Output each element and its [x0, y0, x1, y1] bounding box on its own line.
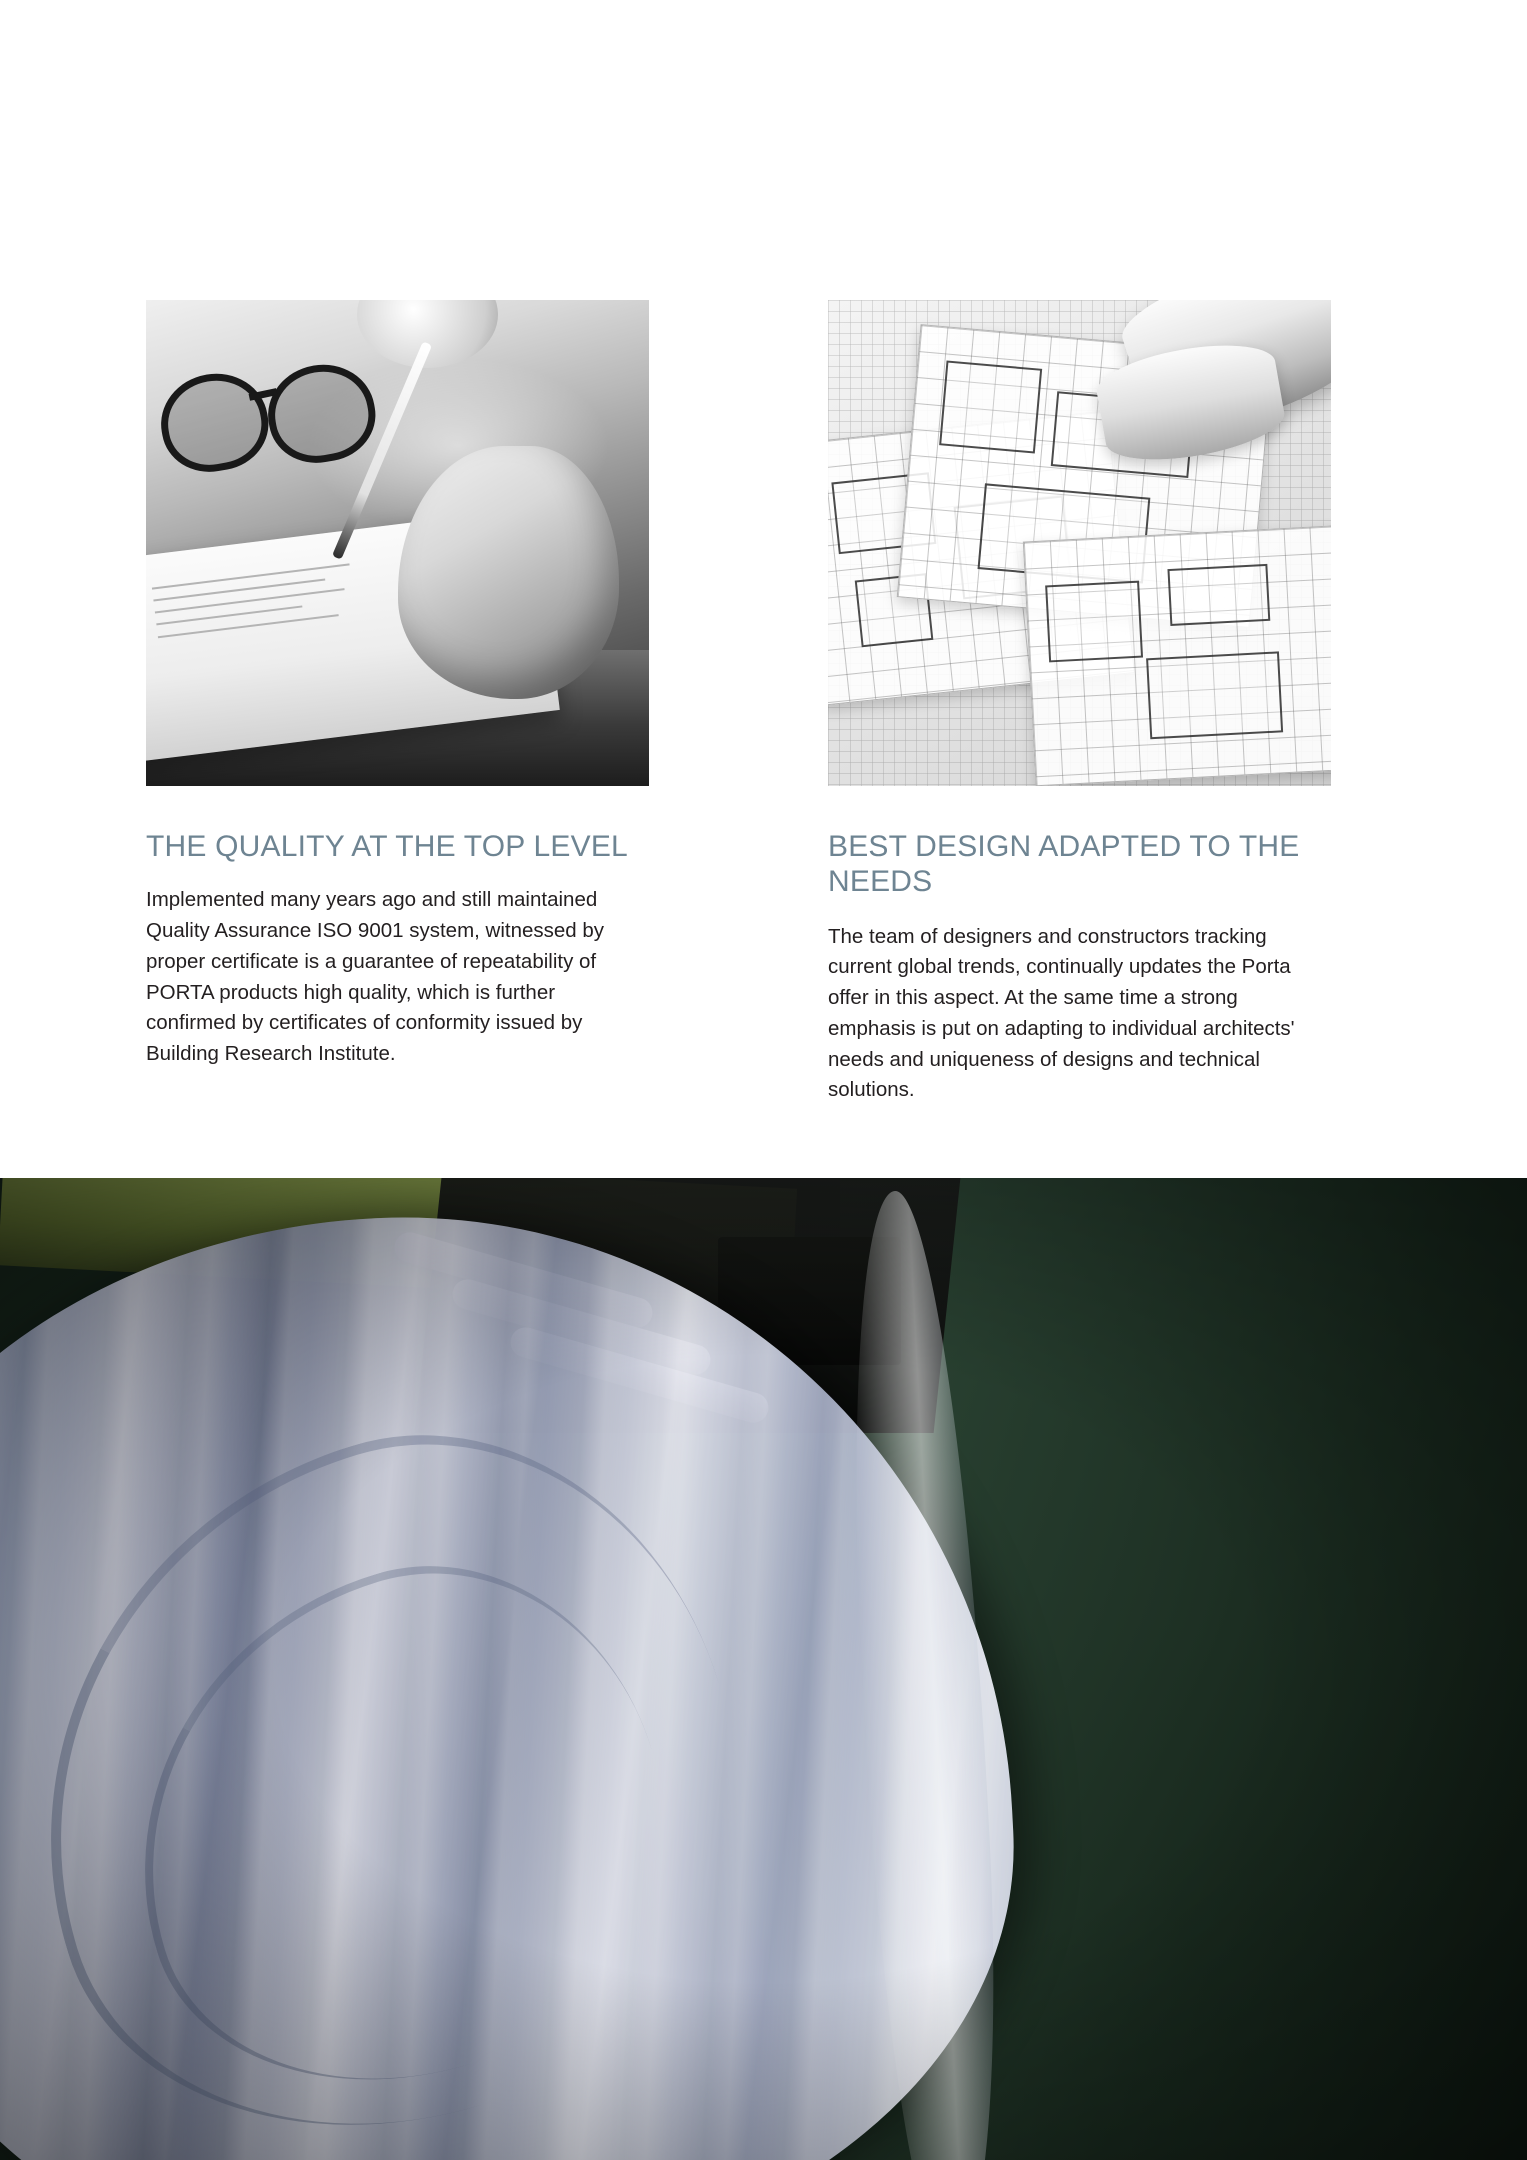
photo-architectural-blueprints [828, 300, 1331, 786]
coffee-cup-shape [357, 300, 498, 368]
section-heading-design: BEST DESIGN ADAPTED TO THE NEEDS [828, 830, 1300, 898]
section-body-quality: Implemented many years ago and still maintained Quality Assurance ISO 9001 system, witnessed by proper certificate is a guarantee of repeatability of PORTA products high quality, which is further confirmed by certificates of conformity issued by Building Research Institute. [146, 888, 605, 1066]
eyeglasses-right-lens [260, 357, 382, 471]
floorplan-block [1167, 564, 1270, 627]
blueprint-sheet [1023, 525, 1331, 786]
text-line [155, 589, 344, 614]
photo-signing-document [146, 300, 649, 786]
hero-vignette [0, 1178, 1527, 2160]
floorplan-block [1046, 581, 1144, 663]
hand-shape [398, 446, 619, 699]
section-body-design: The team of designers and constructors tracking current global trends, continually updates the Porta offer in this aspect. At the same time a strong emphasis is put on adapting to individual architects' needs and uniqueness of designs and technical solutions. [828, 924, 1295, 1102]
section-heading-quality: THE QUALITY AT THE TOP LEVEL [146, 830, 628, 863]
two-column-section [146, 300, 1386, 1127]
photo-production-line-coil [0, 1178, 1527, 2160]
text-line [153, 579, 325, 602]
floorplan-block [940, 360, 1043, 454]
text-line [158, 614, 339, 638]
column-quality [146, 300, 649, 1127]
eyeglasses-left-lens [153, 365, 275, 479]
eyeglasses-shape [161, 363, 392, 470]
text-line [152, 563, 350, 589]
floorplan-block [1146, 651, 1283, 740]
column-design [828, 300, 1331, 1127]
